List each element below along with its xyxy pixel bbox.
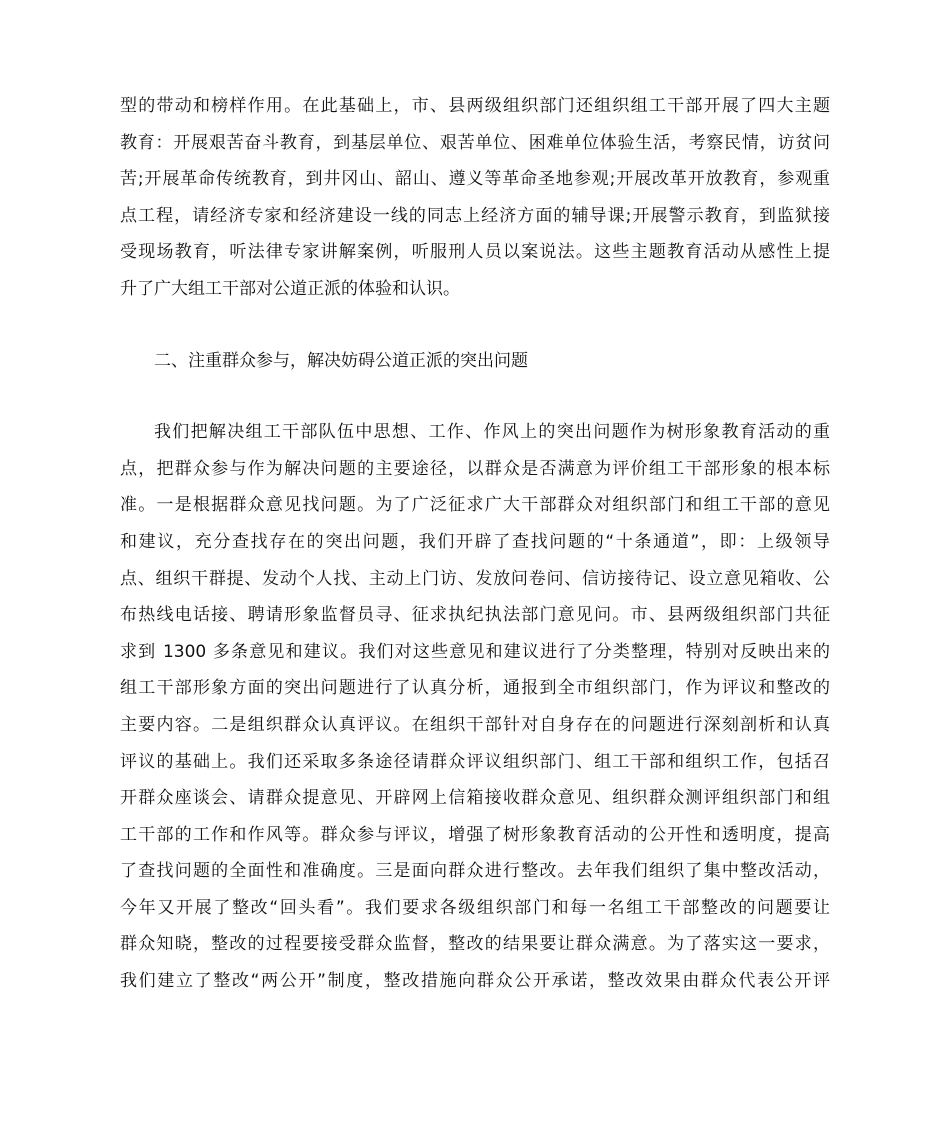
text-line: 今年又开展了整改“回头看”。我们要求各级组织部门和每一名组工干部整改的问题要让 xyxy=(120,897,830,918)
text-line: 升了广大组工干部对公道正派的体验和认识。 xyxy=(120,278,460,299)
text-line: 开群众座谈会、请群众提意见、开辟网上信箱接收群众意见、组织群众测评组织部门和组 xyxy=(120,788,830,809)
text-line: 教育：开展艰苦奋斗教育，到基层单位、艰苦单位、困难单位体验生活，考察民情，访贫问 xyxy=(120,132,830,153)
text-line: 布热线电话接、聘请形象监督员寻、征求执纪执法部门意见问。市、县两级组织部门共征 xyxy=(120,605,830,626)
text-line: 苦;开展革命传统教育，到井冈山、韶山、遵义等革命圣地参观;开展改革开放教育，参观重 xyxy=(120,169,830,190)
paragraph-public-participation xyxy=(120,414,830,1000)
text-line: 准。一是根据群众意见找问题。为了广泛征求广大干部群众对组织部门和组工干部的意见 xyxy=(120,495,830,516)
section-heading xyxy=(120,343,830,380)
text-line: 求到 1300 多条意见和建议。我们对这些意见和建议进行了分类整理，特别对反映出来的 xyxy=(120,641,830,662)
text-line: 组工干部形象方面的突出问题进行了认真分析，通报到全市组织部门，作为评议和整改的 xyxy=(120,678,830,699)
text-line: 点，把群众参与作为解决问题的主要途径，以群众是否满意为评价组工干部形象的根本标 xyxy=(120,458,830,479)
text-line: 受现场教育，听法律专家讲解案例，听服刑人员以案说法。这些主题教育活动从感性上提 xyxy=(120,242,830,263)
text-line: 了查找问题的全面性和准确度。三是面向群众进行整改。去年我们组织了集中整改活动， xyxy=(120,861,830,882)
text-line: 我们把解决组工干部队伍中思想、工作、作风上的突出问题作为树形象教育活动的重 xyxy=(154,422,830,443)
text-line: 工干部的工作和作风等。群众参与评议，增强了树形象教育活动的公开性和透明度，提高 xyxy=(120,824,830,845)
text-line: 我们建立了整改“两公开”制度，整改措施向群众公开承诺，整改效果由群众代表公开评 xyxy=(120,971,830,992)
document-body xyxy=(120,88,830,1000)
text-line: 和建议，充分查找存在的突出问题，我们开辟了查找问题的“十条通道”，即：上级领导 xyxy=(120,531,830,552)
text-line: 评议的基础上。我们还采取多条途径请群众评议组织部门、组工干部和组织工作，包括召 xyxy=(120,751,830,772)
paragraph-gap xyxy=(120,379,830,414)
paragraph-gap xyxy=(120,308,830,343)
text-line: 型的带动和榜样作用。在此基础上，市、县两级组织部门还组织组工干部开展了四大主题 xyxy=(120,96,830,116)
text-line: 点、组织干群提、发动个人找、主动上门访、发放问卷问、信访接待记、设立意见箱收、公 xyxy=(120,568,830,589)
paragraph-theme-education xyxy=(120,88,830,308)
text-line: 点工程，请经济专家和经济建设一线的同志上经济方面的辅导课;开展警示教育，到监狱接 xyxy=(120,205,830,226)
text-line: 群众知晓，整改的过程要接受群众监督，整改的结果要让群众满意。为了落实这一要求， xyxy=(120,934,830,955)
text-line: 主要内容。二是组织群众认真评议。在组织干部针对自身存在的问题进行深刻剖析和认真 xyxy=(120,714,830,735)
section-heading-text: 二、注重群众参与，解决妨碍公道正派的突出问题 xyxy=(154,350,528,371)
